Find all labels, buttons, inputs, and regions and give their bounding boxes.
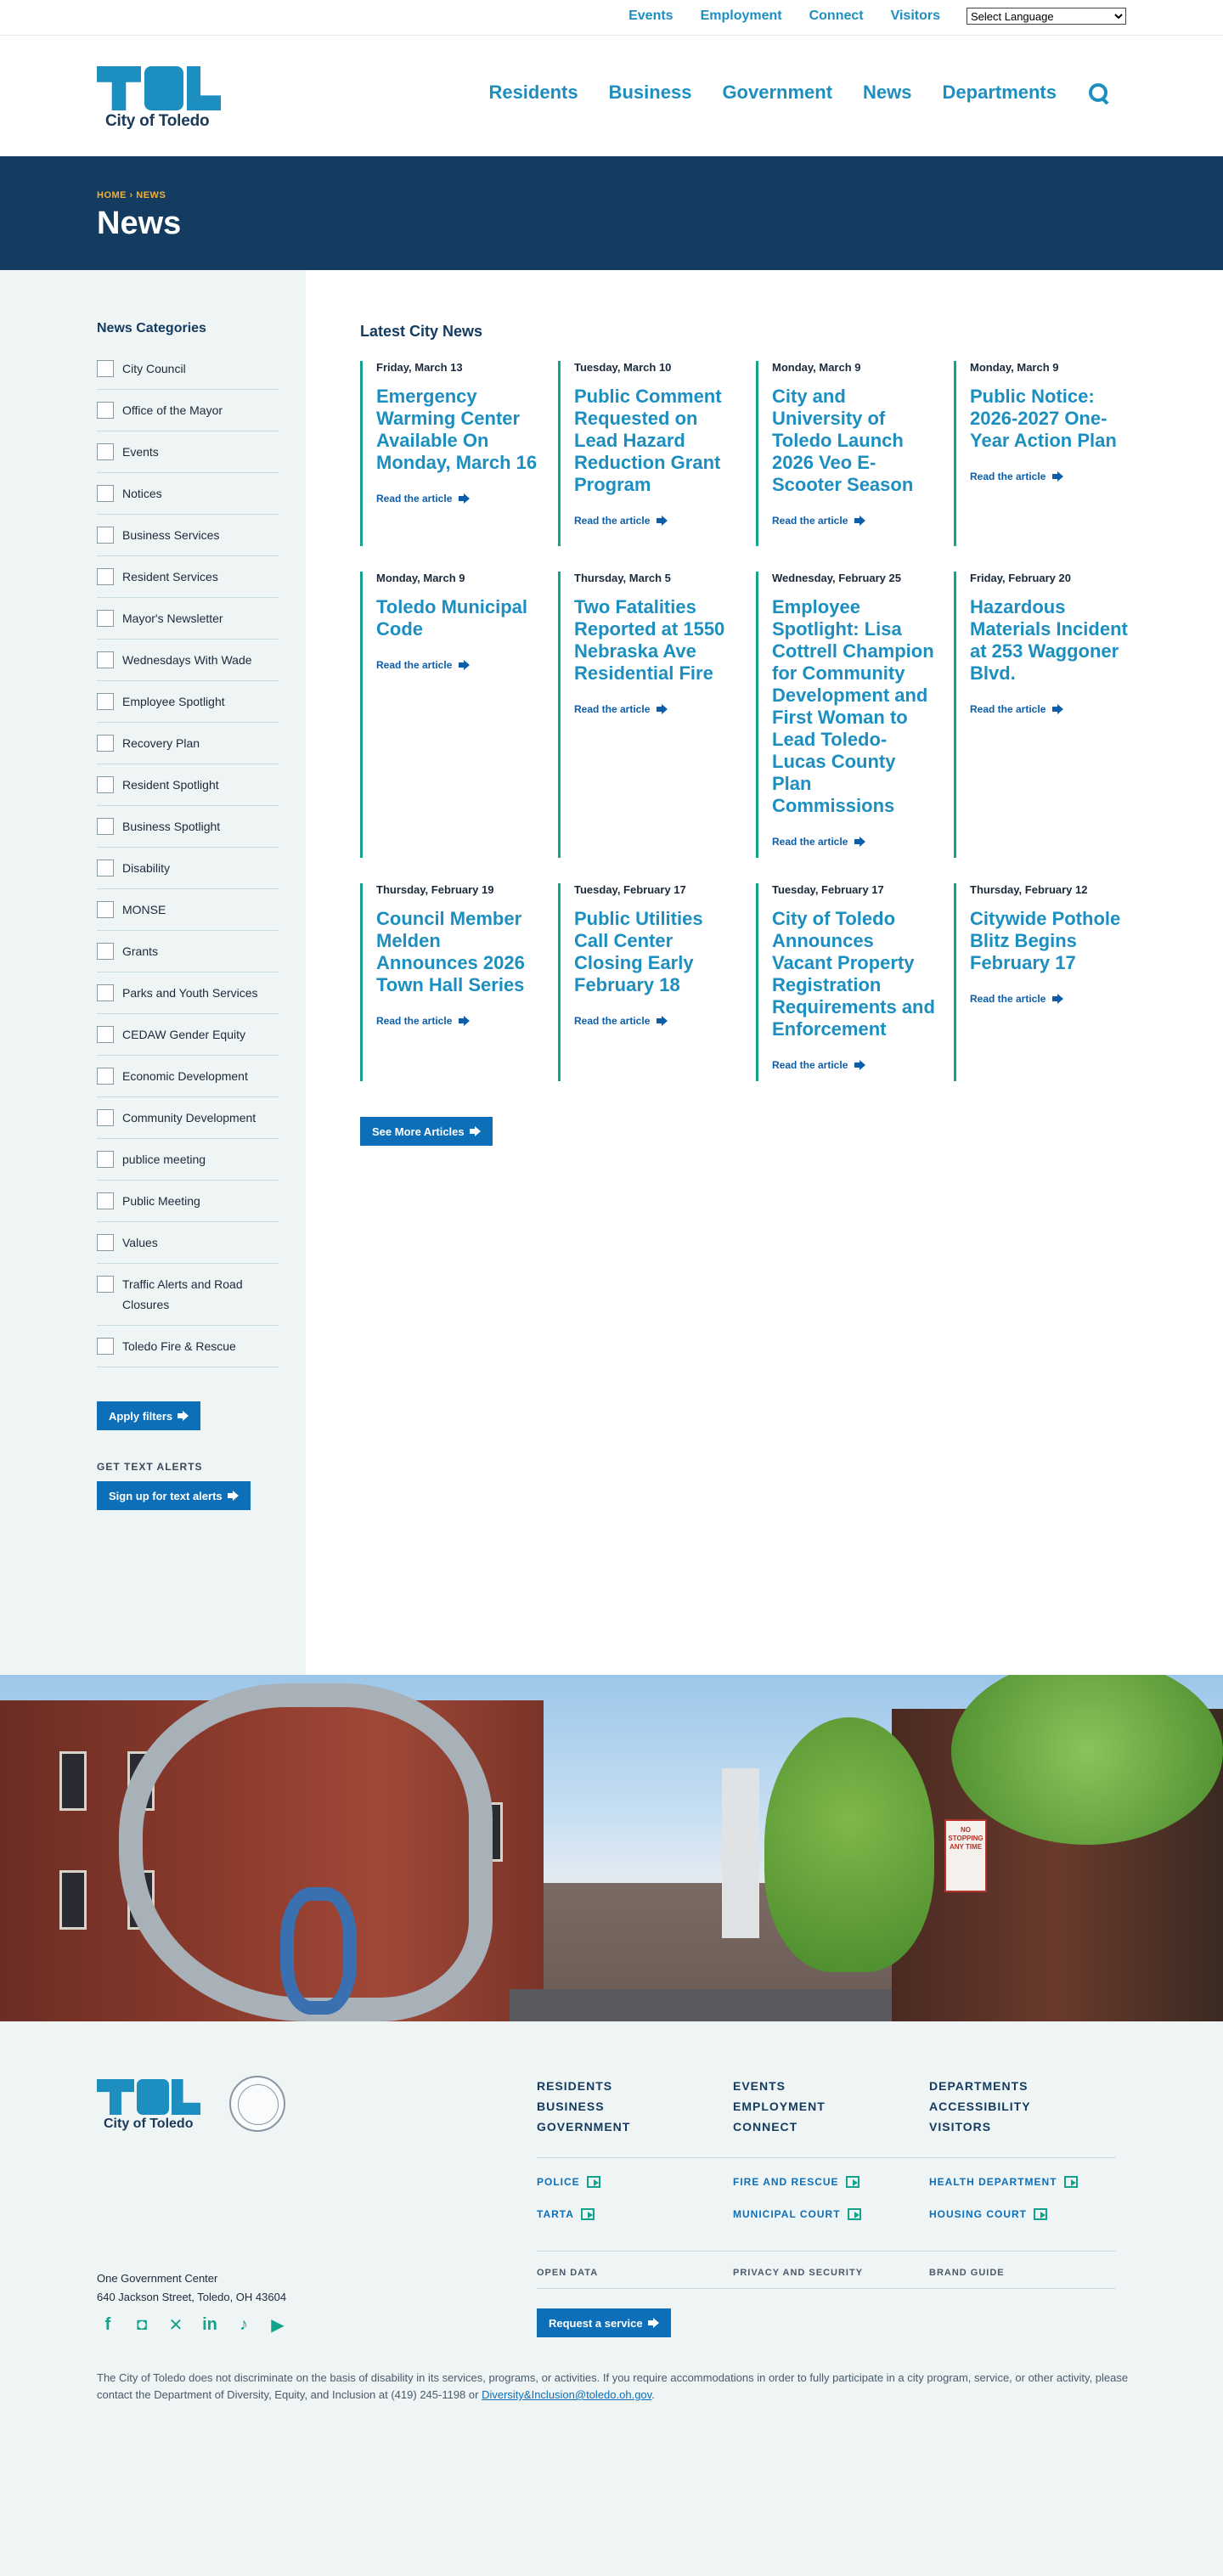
category-label: Public Meeting <box>122 1194 200 1208</box>
read-article-label: Read the article <box>970 993 1046 1005</box>
category-checkbox[interactable] <box>97 1276 114 1293</box>
footer-nav-link[interactable]: BUSINESS <box>537 2100 605 2113</box>
footer-external-link[interactable] <box>537 2208 733 2220</box>
category-filter-item[interactable] <box>97 1014 279 1056</box>
category-label: MONSE <box>122 903 166 916</box>
no-stopping-sign: NO STOPPING ANY TIME <box>944 1819 987 1892</box>
logo-tagline: City of Toledo <box>105 112 210 130</box>
arrow-right-icon <box>233 1491 239 1501</box>
category-label: Wednesdays With Wade <box>122 653 252 667</box>
site-footer <box>0 2021 1223 2576</box>
news-card <box>558 883 739 1081</box>
category-label: publice meeting <box>122 1153 206 1166</box>
category-checkbox[interactable] <box>97 402 114 419</box>
text-alerts-label: GET TEXT ALERTS <box>97 1461 203 1473</box>
category-checkbox[interactable] <box>97 818 114 835</box>
social-links <box>97 2314 289 2336</box>
category-filter-item[interactable] <box>97 1222 279 1264</box>
news-title-link[interactable]: Public Comment Requested on Lead Hazard Reduction Grant Program <box>574 386 722 495</box>
footer-external-label: MUNICIPAL COURT <box>733 2208 841 2220</box>
city-photo <box>0 1675 1223 2021</box>
news-card <box>756 361 937 546</box>
category-checkbox[interactable] <box>97 943 114 960</box>
category-checkbox[interactable] <box>97 1026 114 1043</box>
category-checkbox[interactable] <box>97 1068 114 1085</box>
category-filter-item[interactable] <box>97 1181 279 1222</box>
arrow-right-icon <box>1057 994 1063 1004</box>
youtube-icon[interactable]: ▶ <box>271 2315 285 2335</box>
category-checkbox[interactable] <box>97 1234 114 1251</box>
read-article-label: Read the article <box>772 836 848 848</box>
category-filter-item[interactable] <box>97 848 279 889</box>
arrow-right-icon <box>662 1016 668 1026</box>
category-label: Mayor's Newsletter <box>122 612 223 625</box>
footer-utility-link[interactable]: BRAND GUIDE <box>929 2268 1005 2278</box>
category-label: Resident Services <box>122 570 218 583</box>
arrow-right-icon <box>464 660 470 670</box>
category-checkbox[interactable] <box>97 360 114 377</box>
news-date: Thursday, March 5 <box>574 572 671 584</box>
read-article-label: Read the article <box>574 703 651 715</box>
news-heading: Latest City News <box>360 323 483 340</box>
external-link-icon <box>1064 2176 1078 2188</box>
category-checkbox[interactable] <box>97 693 114 710</box>
footer-external-link[interactable] <box>929 2208 1116 2220</box>
nav-residents[interactable]: Residents <box>488 82 578 103</box>
footer-nav-link[interactable]: ACCESSIBILITY <box>929 2100 1031 2113</box>
see-more-button[interactable] <box>360 1117 493 1146</box>
category-filter-item[interactable] <box>97 598 279 640</box>
category-label: Business Services <box>122 528 220 542</box>
arrow-right-icon <box>183 1411 189 1421</box>
page-banner <box>0 156 1223 270</box>
read-article-link[interactable] <box>772 515 937 527</box>
accessibility-disclaimer <box>97 2370 1133 2404</box>
utility-link-visitors[interactable]: Visitors <box>890 8 940 23</box>
category-label: Resident Spotlight <box>122 778 219 792</box>
category-filter-item[interactable] <box>97 348 279 390</box>
news-card <box>360 572 541 858</box>
category-filter-item[interactable] <box>97 515 279 556</box>
footer-nav-link[interactable]: CONNECT <box>733 2120 798 2134</box>
news-card <box>954 361 1135 546</box>
category-filter-item[interactable] <box>97 1326 279 1367</box>
category-label: Community Development <box>122 1111 256 1125</box>
category-label: Notices <box>122 487 162 500</box>
category-label: Parks and Youth Services <box>122 986 258 1000</box>
news-title-link[interactable]: Emergency Warming Center Available On Monday, March 16 <box>376 386 538 473</box>
diversity-email-link[interactable]: Diversity&Inclusion@toledo.oh.gov <box>482 2388 652 2401</box>
footer-divider <box>537 2251 1116 2252</box>
category-label: City Council <box>122 362 186 375</box>
disclaimer-end: . <box>651 2388 655 2401</box>
footer-external-label: FIRE AND RESCUE <box>733 2176 839 2188</box>
news-card <box>756 883 937 1081</box>
address <box>97 2269 286 2307</box>
text-alerts-button[interactable] <box>97 1481 251 1510</box>
category-label: Events <box>122 445 159 459</box>
category-checkbox[interactable] <box>97 776 114 793</box>
arrow-right-icon <box>859 837 865 847</box>
category-checkbox[interactable] <box>97 1192 114 1209</box>
read-article-label: Read the article <box>376 1015 453 1027</box>
category-filter-item[interactable] <box>97 723 279 764</box>
news-title-link[interactable]: Toledo Municipal Code <box>376 596 528 640</box>
sculpture-blue <box>280 1887 357 2015</box>
news-title-link[interactable]: City and University of Toledo Launch 2026 Veo E-Scooter Season <box>772 386 914 495</box>
footer-logo-mark <box>97 2079 202 2115</box>
read-article-link[interactable] <box>376 659 541 671</box>
category-checkbox[interactable] <box>97 610 114 627</box>
arrow-right-icon <box>859 516 865 526</box>
category-filter-item[interactable] <box>97 764 279 806</box>
arrow-right-icon <box>475 1126 481 1136</box>
site-logo[interactable] <box>97 66 224 131</box>
read-article-link[interactable] <box>772 1059 937 1071</box>
read-article-label: Read the article <box>376 493 453 504</box>
category-checkbox[interactable] <box>97 568 114 585</box>
news-title-link[interactable]: Public Notice: 2026-2027 One-Year Action Plan <box>970 386 1117 451</box>
category-label: Business Spotlight <box>122 820 221 833</box>
read-article-link[interactable] <box>970 703 1135 715</box>
read-article-label: Read the article <box>970 471 1046 482</box>
breadcrumb[interactable]: HOME › NEWS <box>97 190 166 200</box>
arrow-right-icon <box>1057 471 1063 482</box>
language-select[interactable] <box>967 8 1126 25</box>
news-date: Monday, March 9 <box>772 361 861 374</box>
category-list <box>97 348 279 1367</box>
footer-nav-link[interactable]: EMPLOYMENT <box>733 2100 826 2113</box>
read-article-label: Read the article <box>970 703 1046 715</box>
category-checkbox[interactable] <box>97 901 114 918</box>
footer-nav-link[interactable]: VISITORS <box>929 2120 992 2134</box>
logo-mark <box>97 66 224 110</box>
news-date: Friday, March 13 <box>376 361 463 374</box>
arrow-right-icon <box>662 516 668 526</box>
news-card <box>756 572 937 858</box>
categories-heading: News Categories <box>97 321 206 335</box>
tiktok-icon[interactable]: ♪ <box>240 2314 248 2334</box>
read-article-link[interactable] <box>574 1015 739 1027</box>
category-filter-item[interactable] <box>97 640 279 681</box>
street <box>510 1989 934 2021</box>
category-filter-item[interactable] <box>97 972 279 1014</box>
news-card <box>360 361 541 546</box>
footer-nav-link[interactable]: EVENTS <box>733 2079 786 2093</box>
utility-links <box>628 8 940 24</box>
external-link-icon <box>587 2176 600 2188</box>
category-filter-item[interactable] <box>97 556 279 598</box>
footer-utility-link[interactable]: OPEN DATA <box>537 2268 599 2278</box>
news-card <box>954 883 1135 1081</box>
category-filter-item[interactable] <box>97 431 279 473</box>
footer-external-label: HOUSING COURT <box>929 2208 1027 2220</box>
news-date: Monday, March 9 <box>970 361 1059 374</box>
disclaimer-text: The City of Toledo does not discriminate on the basis of disability in its services, programs, or activities. If you require accommodations in order to fully participate in a city program, service, or other activity, please contact the Department of Diversity, Equity, and Inclusion at (419) 245-1198 or <box>97 2371 1129 2401</box>
street-tree <box>764 1717 934 1972</box>
category-filter-item[interactable] <box>97 1056 279 1097</box>
utility-link-events[interactable]: Events <box>628 8 673 23</box>
category-checkbox[interactable] <box>97 651 114 668</box>
news-date: Monday, March 9 <box>376 572 465 584</box>
news-title-link[interactable]: Employee Spotlight: Lisa Cottrell Champion for Community Development and First Woman to Lead Toledo-Lucas County Plan Commissions <box>772 596 934 816</box>
see-more-label: See More Articles <box>372 1125 465 1138</box>
arrow-right-icon <box>859 1060 865 1070</box>
category-checkbox[interactable] <box>97 735 114 752</box>
city-seal <box>229 2076 285 2132</box>
category-label: Economic Development <box>122 1069 248 1083</box>
external-link-icon <box>846 2176 859 2188</box>
sidebar <box>0 270 306 1675</box>
category-label: Toledo Fire & Rescue <box>122 1339 236 1353</box>
external-link-icon <box>581 2208 595 2220</box>
category-checkbox[interactable] <box>97 485 114 502</box>
footer-external-label: HEALTH DEPARTMENT <box>929 2176 1057 2188</box>
news-date: Thursday, February 12 <box>970 883 1088 896</box>
news-title-link[interactable]: Public Utilities Call Center Closing Early February 18 <box>574 908 703 995</box>
search-icon[interactable] <box>1087 82 1109 104</box>
utility-link-employment[interactable]: Employment <box>700 8 782 23</box>
category-label: Traffic Alerts and Road Closures <box>122 1277 243 1311</box>
category-filter-item[interactable] <box>97 1097 279 1139</box>
category-checkbox[interactable] <box>97 1151 114 1168</box>
news-date: Thursday, February 19 <box>376 883 494 896</box>
footer-nav-link[interactable]: RESIDENTS <box>537 2079 613 2093</box>
category-checkbox[interactable] <box>97 984 114 1001</box>
address-line1: One Government Center <box>97 2272 218 2285</box>
footer-logo[interactable] <box>97 2079 202 2132</box>
category-filter-item[interactable] <box>97 390 279 431</box>
category-filter-item[interactable] <box>97 931 279 972</box>
request-service-label: Request a service <box>549 2316 643 2330</box>
news-card <box>558 361 739 546</box>
news-date: Wednesday, February 25 <box>772 572 901 584</box>
news-grid <box>360 361 1169 1081</box>
footer-divider <box>537 2288 1116 2289</box>
read-article-link[interactable] <box>772 836 937 848</box>
x-icon[interactable]: ✕ <box>168 2315 183 2335</box>
arrow-right-icon <box>1057 704 1063 714</box>
category-filter-item[interactable] <box>97 681 279 723</box>
category-checkbox[interactable] <box>97 443 114 460</box>
read-article-label: Read the article <box>772 1059 848 1071</box>
request-service-button[interactable] <box>537 2308 671 2337</box>
news-main <box>306 270 1223 1675</box>
read-article-link[interactable] <box>970 993 1135 1005</box>
category-checkbox[interactable] <box>97 860 114 877</box>
news-title-link[interactable]: Hazardous Materials Incident at 253 Waggoner Blvd. <box>970 596 1128 684</box>
read-article-link[interactable] <box>574 515 739 527</box>
utility-link-connect[interactable]: Connect <box>809 8 864 23</box>
external-link-icon <box>848 2208 861 2220</box>
read-article-link[interactable] <box>376 493 541 504</box>
footer-external-links <box>537 2176 1116 2220</box>
footer-utility-link[interactable]: PRIVACY AND SECURITY <box>733 2268 864 2278</box>
news-card <box>954 572 1135 858</box>
news-card <box>360 883 541 1081</box>
category-label: Grants <box>122 944 159 958</box>
footer-nav <box>537 2079 1116 2134</box>
category-label: Employee Spotlight <box>122 695 225 708</box>
footer-external-link[interactable] <box>537 2176 733 2188</box>
read-article-label: Read the article <box>574 515 651 527</box>
news-date: Tuesday, February 17 <box>772 883 884 896</box>
category-filter-item[interactable] <box>97 806 279 848</box>
footer-nav-link[interactable]: GOVERNMENT <box>537 2120 631 2134</box>
read-article-link[interactable] <box>970 471 1135 482</box>
nav-business[interactable]: Business <box>608 82 692 103</box>
category-label: CEDAW Gender Equity <box>122 1028 245 1041</box>
page-title: News <box>97 206 182 241</box>
category-checkbox[interactable] <box>97 527 114 544</box>
external-link-icon <box>1034 2208 1047 2220</box>
read-article-link[interactable] <box>574 703 739 715</box>
nav-government[interactable]: Government <box>722 82 833 103</box>
downtown-tower <box>722 1768 759 1938</box>
content-area <box>0 270 1223 1675</box>
read-article-link[interactable] <box>376 1015 541 1027</box>
nav-departments[interactable]: Departments <box>942 82 1057 103</box>
footer-utility-links <box>537 2268 1116 2278</box>
read-article-label: Read the article <box>376 659 453 671</box>
news-title-link[interactable]: Citywide Pothole Blitz Begins February 17 <box>970 908 1121 973</box>
footer-logo-tagline: City of Toledo <box>104 2117 194 2131</box>
arrow-right-icon <box>464 1016 470 1026</box>
news-date: Tuesday, February 17 <box>574 883 686 896</box>
arrow-right-icon <box>653 2318 659 2328</box>
news-title-link[interactable]: City of Toledo Announces Vacant Property Registration Requirements and Enforcement <box>772 908 935 1040</box>
news-title-link[interactable]: Council Member Melden Announces 2026 Town Hall Series <box>376 908 525 995</box>
footer-nav-link[interactable]: DEPARTMENTS <box>929 2079 1029 2093</box>
footer-external-label: POLICE <box>537 2176 580 2188</box>
linkedin-icon[interactable]: in <box>202 2314 217 2334</box>
news-card <box>558 572 739 858</box>
news-title-link[interactable]: Two Fatalities Reported at 1550 Nebraska Ave Residential Fire <box>574 596 725 684</box>
arrow-right-icon <box>464 493 470 504</box>
category-filter-item[interactable] <box>97 473 279 515</box>
instagram-icon[interactable]: ◘ <box>136 2314 148 2334</box>
category-label: Disability <box>122 861 171 875</box>
category-checkbox[interactable] <box>97 1338 114 1355</box>
category-filter-item[interactable] <box>97 1139 279 1181</box>
category-label: Values <box>122 1236 158 1249</box>
read-article-label: Read the article <box>772 515 848 527</box>
news-date: Friday, February 20 <box>970 572 1071 584</box>
apply-filters-label: Apply filters <box>109 1409 173 1423</box>
news-date: Tuesday, March 10 <box>574 361 672 374</box>
footer-external-link[interactable] <box>929 2176 1116 2188</box>
footer-divider <box>537 2157 1116 2158</box>
apply-filters-button[interactable] <box>97 1401 200 1430</box>
main-nav <box>488 82 1109 104</box>
address-line2: 640 Jackson Street, Toledo, OH 43604 <box>97 2291 287 2303</box>
site-header <box>0 36 1223 156</box>
text-alerts-button-label: Sign up for text alerts <box>109 1489 223 1502</box>
footer-external-link[interactable] <box>733 2208 929 2220</box>
footer-external-link[interactable] <box>733 2176 929 2188</box>
footer-external-label: TARTA <box>537 2208 574 2220</box>
category-checkbox[interactable] <box>97 1109 114 1126</box>
facebook-icon[interactable]: f <box>104 2314 111 2334</box>
category-label: Recovery Plan <box>122 736 200 750</box>
utility-bar <box>0 0 1223 36</box>
nav-news[interactable]: News <box>863 82 912 103</box>
category-filter-item[interactable] <box>97 1264 279 1326</box>
category-filter-item[interactable] <box>97 889 279 931</box>
arrow-right-icon <box>662 704 668 714</box>
read-article-label: Read the article <box>574 1015 651 1027</box>
category-label: Office of the Mayor <box>122 403 223 417</box>
